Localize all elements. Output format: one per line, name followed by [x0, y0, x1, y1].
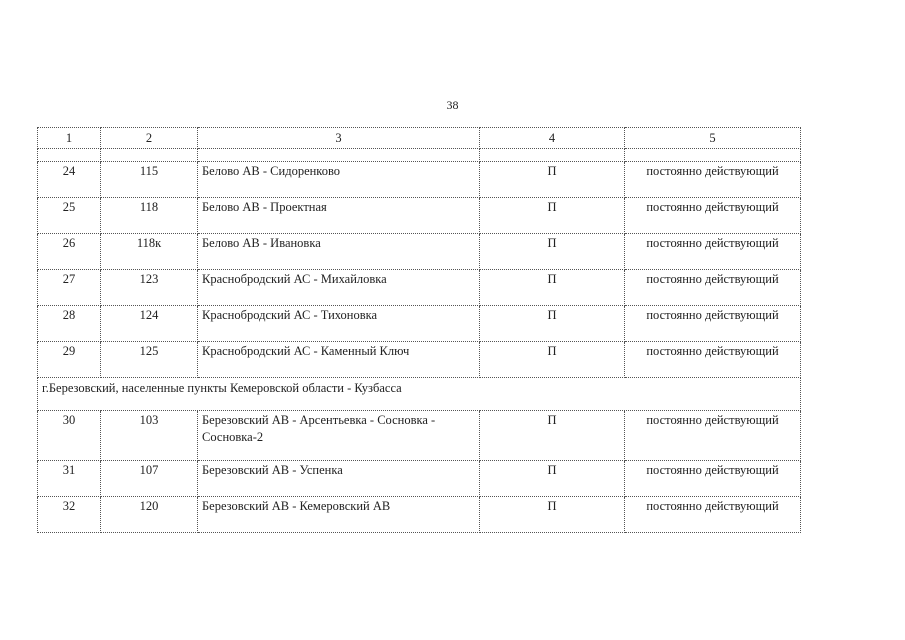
route-status: постоянно действующий: [625, 234, 801, 270]
route-number: 103: [101, 411, 198, 461]
route-number: 125: [101, 342, 198, 378]
row-number: 32: [38, 497, 101, 533]
table-row: [38, 497, 801, 533]
route-type: П: [480, 497, 625, 533]
route-status: постоянно действующий: [625, 162, 801, 198]
row-number: 26: [38, 234, 101, 270]
table-row: [38, 306, 801, 342]
table-row: [38, 461, 801, 497]
route-status: постоянно действующий: [625, 497, 801, 533]
route-name: Краснобродский АС - Каменный Ключ: [198, 342, 480, 378]
column-header: 2: [101, 128, 198, 149]
route-number: 107: [101, 461, 198, 497]
table-row: [38, 198, 801, 234]
section-title: г.Березовский, населенные пункты Кемеровской области - Кузбасса: [38, 378, 801, 411]
route-status: постоянно действующий: [625, 342, 801, 378]
route-number: 118: [101, 198, 198, 234]
route-type: П: [480, 411, 625, 461]
table-row: [38, 342, 801, 378]
route-status: постоянно действующий: [625, 306, 801, 342]
route-type: П: [480, 234, 625, 270]
table-row: [38, 234, 801, 270]
section-row: [38, 378, 801, 411]
table-row: [38, 162, 801, 198]
route-type: П: [480, 198, 625, 234]
row-number: 31: [38, 461, 101, 497]
route-type: П: [480, 342, 625, 378]
route-name: Краснобродский АС - Михайловка: [198, 270, 480, 306]
column-header: 1: [38, 128, 101, 149]
route-status: постоянно действующий: [625, 461, 801, 497]
route-number: 118к: [101, 234, 198, 270]
table-row: [38, 411, 801, 461]
route-name: Березовский АВ - Арсентьевка - Сосновка - Сосновка-2: [198, 411, 480, 461]
row-number: 25: [38, 198, 101, 234]
spacer-row: [38, 149, 801, 162]
row-number: 30: [38, 411, 101, 461]
column-header: 3: [198, 128, 480, 149]
route-name: Березовский АВ - Кемеровский АВ: [198, 497, 480, 533]
routes-table: [37, 127, 801, 533]
table-header-row: [38, 128, 801, 149]
route-number: 115: [101, 162, 198, 198]
row-number: 24: [38, 162, 101, 198]
row-number: 29: [38, 342, 101, 378]
row-number: 28: [38, 306, 101, 342]
route-number: 124: [101, 306, 198, 342]
column-header: 5: [625, 128, 801, 149]
page-number: 38: [446, 98, 459, 112]
route-type: П: [480, 162, 625, 198]
route-status: постоянно действующий: [625, 198, 801, 234]
route-number: 120: [101, 497, 198, 533]
table-row: [38, 270, 801, 306]
route-name: Березовский АВ - Успенка: [198, 461, 480, 497]
route-number: 123: [101, 270, 198, 306]
route-status: постоянно действующий: [625, 270, 801, 306]
route-type: П: [480, 270, 625, 306]
route-name: Белово АВ - Сидоренково: [198, 162, 480, 198]
route-name: Белово АВ - Проектная: [198, 198, 480, 234]
route-name: Краснобродский АС - Тихоновка: [198, 306, 480, 342]
column-header: 4: [480, 128, 625, 149]
route-type: П: [480, 461, 625, 497]
route-type: П: [480, 306, 625, 342]
row-number: 27: [38, 270, 101, 306]
route-name: Белово АВ - Ивановка: [198, 234, 480, 270]
route-status: постоянно действующий: [625, 411, 801, 461]
